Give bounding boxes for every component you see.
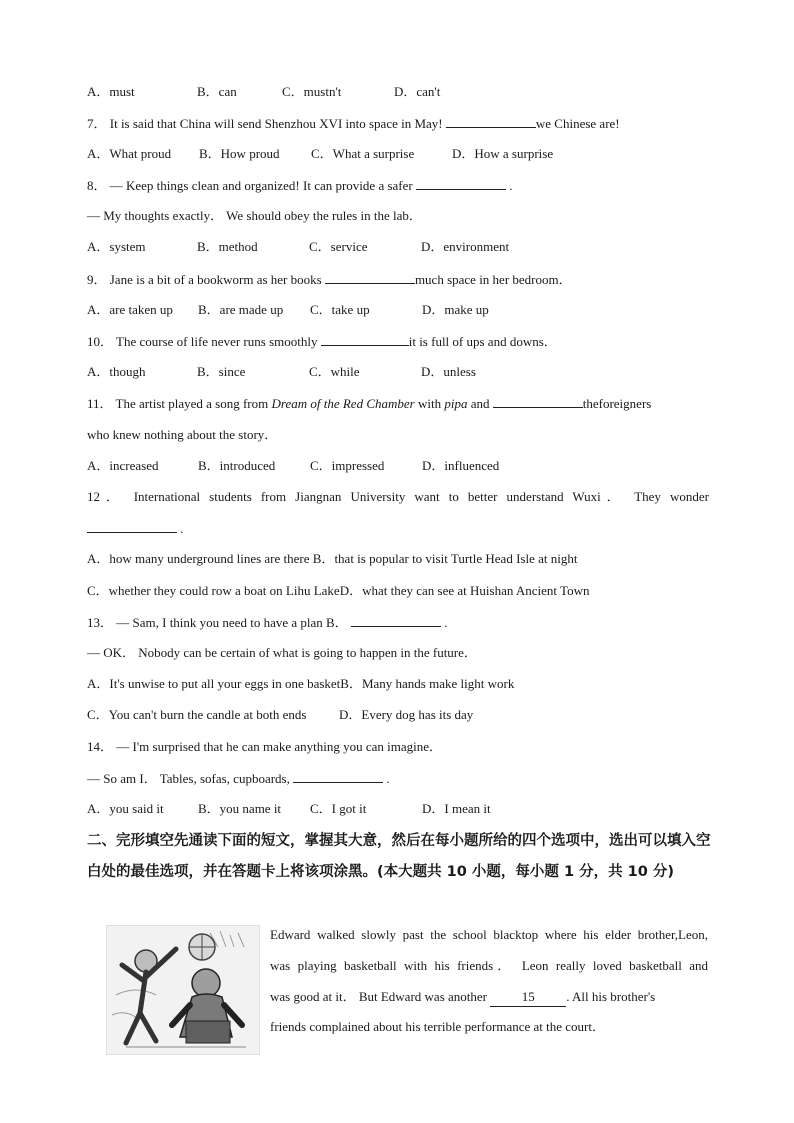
q13-options-cd	[87, 706, 709, 724]
q8-option-a[interactable]: A．system	[87, 239, 146, 254]
q11-option-b[interactable]: B．introduced	[198, 458, 276, 473]
q6-option-a[interactable]: A．must	[87, 84, 135, 99]
q9-option-a[interactable]: A．are taken up	[87, 302, 173, 317]
q11-options	[87, 457, 709, 475]
q10-option-c[interactable]: C．while	[309, 364, 360, 379]
q10-text: 10． The course of life never runs smoothly	[87, 334, 318, 349]
q14-option-a[interactable]: A．you said it	[87, 801, 164, 816]
q7-blank	[446, 114, 536, 128]
passage-text: was good at it． But Edward was another	[270, 989, 487, 1004]
q14-option-c[interactable]: C．I got it	[310, 801, 367, 816]
q11-stem-line2: who knew nothing about the story．	[87, 427, 278, 442]
q8-text: 8． — Keep things clean and organized! It can provide a safer	[87, 178, 413, 193]
q11-with: with	[417, 396, 442, 411]
passage-line-2: was playing basketball with his friends． Leon really loved basketball and	[270, 958, 708, 973]
q8-option-c[interactable]: C．service	[309, 239, 368, 254]
q11-option-d[interactable]: D．influenced	[422, 458, 500, 473]
q14-option-d[interactable]: D．I mean it	[422, 801, 491, 816]
q12-stem: 12． International students from Jiangnan University want to better understand Wuxi． They wonder	[87, 489, 709, 504]
q12-stem-line2	[87, 519, 709, 538]
q9-option-c[interactable]: C．take up	[310, 302, 370, 317]
q12-option-a[interactable]: A．how many underground lines are there B．	[87, 551, 335, 566]
q9-blank	[325, 270, 415, 284]
q12-option-c[interactable]: C．whether they could row a boat on Lihu Lake	[87, 583, 340, 598]
q10-options	[87, 363, 709, 381]
q13-option-d[interactable]: D．Every dog has its day	[339, 707, 474, 722]
q11-option-a[interactable]: A．increased	[87, 458, 159, 473]
q12-period: .	[180, 521, 184, 536]
q8-period: .	[509, 178, 513, 193]
q7-stem	[87, 114, 709, 133]
q8-options	[87, 238, 709, 256]
q12-option-b[interactable]: that is popular to visit Turtle Head Isle at night	[334, 551, 578, 566]
q9-option-b[interactable]: B．are made up	[198, 302, 284, 317]
q13-options-ab	[87, 675, 709, 693]
q10-blank	[321, 332, 409, 346]
q7-option-c[interactable]: C．What a surprise	[311, 146, 415, 161]
q7-option-b[interactable]: B．How proud	[199, 146, 280, 161]
q13-option-a[interactable]: A．It's unwise to put all your eggs in one basket	[87, 676, 341, 691]
q10-stem	[87, 332, 709, 351]
q6-option-c[interactable]: C．mustn't	[282, 84, 342, 99]
q7-text-end: we Chinese are!	[535, 116, 620, 131]
q8-stem	[87, 176, 709, 195]
q6-options	[87, 83, 709, 101]
q11-and: and	[470, 396, 490, 411]
q11-option-c[interactable]: C．impressed	[310, 458, 385, 473]
q11-text: 11． The artist played a song from	[87, 396, 269, 411]
q11-blank	[493, 394, 583, 408]
q10-option-a[interactable]: A．though	[87, 364, 146, 379]
q13-text: 13． — Sam, I think you need to have a plan B．	[87, 615, 348, 630]
q9-option-d[interactable]: D．make up	[422, 302, 489, 317]
q7-options	[87, 145, 709, 163]
q13-option-b[interactable]: B．Many hands make light work	[340, 676, 515, 691]
q7-text: 7． It is said that China will send Shenzhou XVI into space in May!	[87, 116, 443, 131]
basketball-illustration	[106, 925, 260, 1055]
q13-option-c[interactable]: C．You can't burn the candle at both ends	[87, 707, 307, 722]
q7-option-a[interactable]: A．What proud	[87, 146, 172, 161]
q11-song-title: Dream of the Red Chamber	[271, 396, 415, 411]
q14-stem: 14． — I'm surprised that he can make anything you can imagine．	[87, 739, 443, 754]
q13-stem	[87, 613, 709, 632]
passage-line-1: Edward walked slowly past the school blacktop where his elder brother,Leon,	[270, 927, 708, 942]
q11-text-end: theforeigners	[582, 396, 652, 411]
passage-text-end: . All his brother's	[566, 989, 656, 1004]
q9-stem	[87, 270, 709, 289]
passage-line-3	[270, 988, 708, 1007]
q10-text-end: it is full of ups and downs．	[408, 334, 557, 349]
q14-options	[87, 800, 709, 818]
q10-option-b[interactable]: B．since	[197, 364, 246, 379]
q9-options	[87, 301, 709, 319]
q14-option-b[interactable]: B．you name it	[198, 801, 282, 816]
q13-period: .	[444, 615, 448, 630]
q14-blank	[293, 769, 383, 783]
q14-reply	[87, 769, 709, 788]
blank-number: 15	[521, 989, 535, 1004]
passage-line-4: friends complained about his terrible performance at the court．	[270, 1019, 605, 1034]
q13-blank	[351, 613, 441, 627]
q6-option-d[interactable]: D．can't	[394, 84, 441, 99]
q13-reply: — OK． Nobody can be certain of what is going to happen in the future．	[87, 645, 477, 660]
q12-option-d[interactable]: D．what they can see at Huishan Ancient Town	[339, 583, 590, 598]
q8-blank	[416, 176, 506, 190]
passage-blank-15	[490, 988, 566, 1007]
q14-period: .	[386, 771, 390, 786]
q11-stem	[87, 394, 709, 413]
q11-instrument: pipa	[444, 396, 468, 411]
q7-option-d[interactable]: D．How a surprise	[452, 146, 554, 161]
q12-blank	[87, 519, 177, 533]
q8-reply: — My thoughts exactly． We should obey the rules in the lab．	[87, 208, 422, 223]
q12-options-ab	[87, 550, 709, 568]
q9-text-end: much space in her bedroom．	[414, 272, 572, 287]
q12-options-cd	[87, 582, 709, 600]
section-heading: 二、完形填空先通读下面的短文，掌握其大意，然后在每小题所给的四个选项中，选出可以填入空白处的最佳选项，并在答题卡上将该项涂黑。(本大题共 10 小题，每小题 1 分，共 10 分)	[87, 833, 711, 880]
q8-option-d[interactable]: D．environment	[421, 239, 510, 254]
q8-option-b[interactable]: B．method	[197, 239, 258, 254]
q10-option-d[interactable]: D．unless	[421, 364, 476, 379]
q9-text: 9． Jane is a bit of a bookworm as her books	[87, 272, 322, 287]
q14-reply-text: — So am I． Tables, sofas, cupboards,	[87, 771, 290, 786]
q6-option-b[interactable]: B．can	[197, 84, 237, 99]
